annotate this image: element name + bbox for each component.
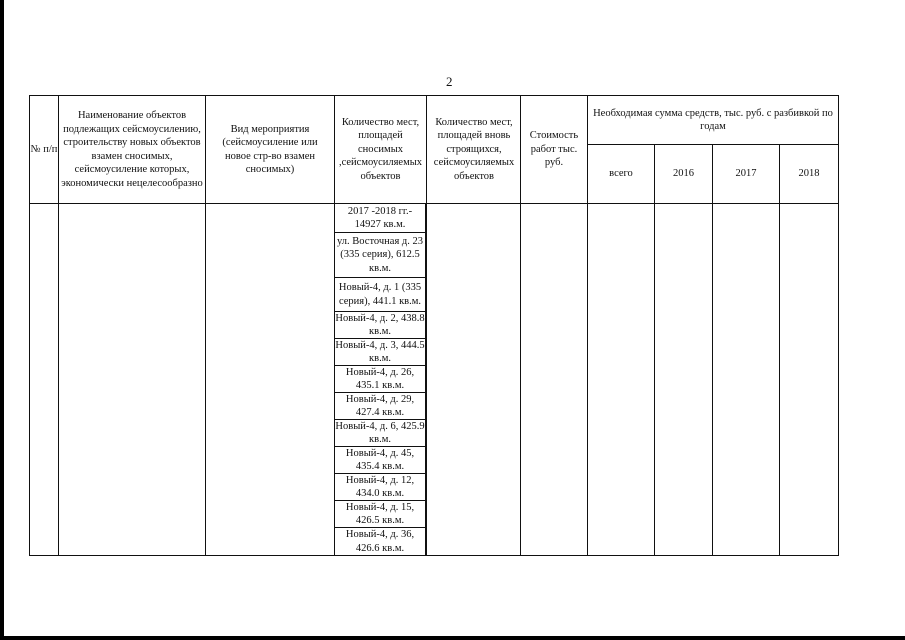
qty-existing-item: Новый-4, д. 15, 426.5 кв.м. bbox=[334, 500, 426, 528]
header-funds: Необходимая сумма средств, тыс. руб. с разбивкой по годам bbox=[593, 107, 833, 132]
header-qty-new: Количество мест, площадей вновь строящихся, сейсмоусиляемых объектов bbox=[433, 116, 515, 182]
qty-existing-item: Новый-4, д. 29, 427.4 кв.м. bbox=[334, 392, 426, 420]
table-bottom-border bbox=[29, 555, 839, 556]
header-total: всего bbox=[609, 168, 633, 180]
col-divider bbox=[426, 95, 427, 556]
header-bottom-border bbox=[29, 203, 839, 204]
col-divider bbox=[520, 95, 521, 556]
col-divider bbox=[654, 144, 655, 556]
qty-existing-item: Новый-4, д. 45, 435.4 кв.м. bbox=[334, 446, 426, 474]
header-2018: 2018 bbox=[798, 168, 820, 180]
page-number: 2 bbox=[446, 74, 453, 89]
header-2017: 2017 bbox=[735, 168, 757, 180]
qty-existing-item: Новый-4, д. 26, 435.1 кв.м. bbox=[334, 365, 426, 393]
qty-existing-item: Новый-4, д. 3, 444.5 кв.м. bbox=[335, 339, 425, 364]
col-divider bbox=[779, 144, 780, 556]
scan-edge-left bbox=[0, 0, 4, 640]
qty-existing-item: ул. Восточная д. 23 (335 серия), 612.5 кв.м. bbox=[334, 232, 426, 278]
header-cost: Стоимость работ тыс. руб. bbox=[529, 130, 579, 169]
qty-existing-item: Новый-4, д. 1 (335 серия), 441.1 кв.м. bbox=[334, 277, 426, 312]
col-divider bbox=[712, 144, 713, 556]
table-right-border bbox=[838, 95, 839, 556]
scan-edge-bottom bbox=[0, 636, 905, 640]
header-2016: 2016 bbox=[673, 168, 694, 180]
header-object-name: Наименование объектов подлежащих сейсмоусилению, строительству новых объектов взамен сносимых, сейсмоусиление которых, экономически нецелесообразно bbox=[61, 110, 203, 189]
qty-existing-item: Новый-4, д. 2, 438.8 кв.м. bbox=[335, 312, 425, 337]
col-divider bbox=[58, 95, 59, 556]
header-qty-existing: Количество мест, площадей сносимых ,сейсмоусиляемых объектов bbox=[338, 116, 423, 182]
col-divider bbox=[205, 95, 206, 556]
header-num: № п/п bbox=[30, 143, 58, 155]
qty-existing-item: Новый-4, д. 12, 434.0 кв.м. bbox=[334, 473, 426, 501]
qty-existing-item: Новый-4, д. 6, 425.9 кв.м. bbox=[335, 420, 425, 445]
qty-existing-item: Новый-4, д. 36, 426.6 кв.м. bbox=[334, 527, 426, 556]
qty-existing-item: 2017 -2018 гг.- 14927 кв.м. bbox=[334, 203, 426, 233]
header-measure-type: Вид мероприятия (сейсмоусиление или новое стр-во взамен сносимых) bbox=[222, 123, 318, 175]
